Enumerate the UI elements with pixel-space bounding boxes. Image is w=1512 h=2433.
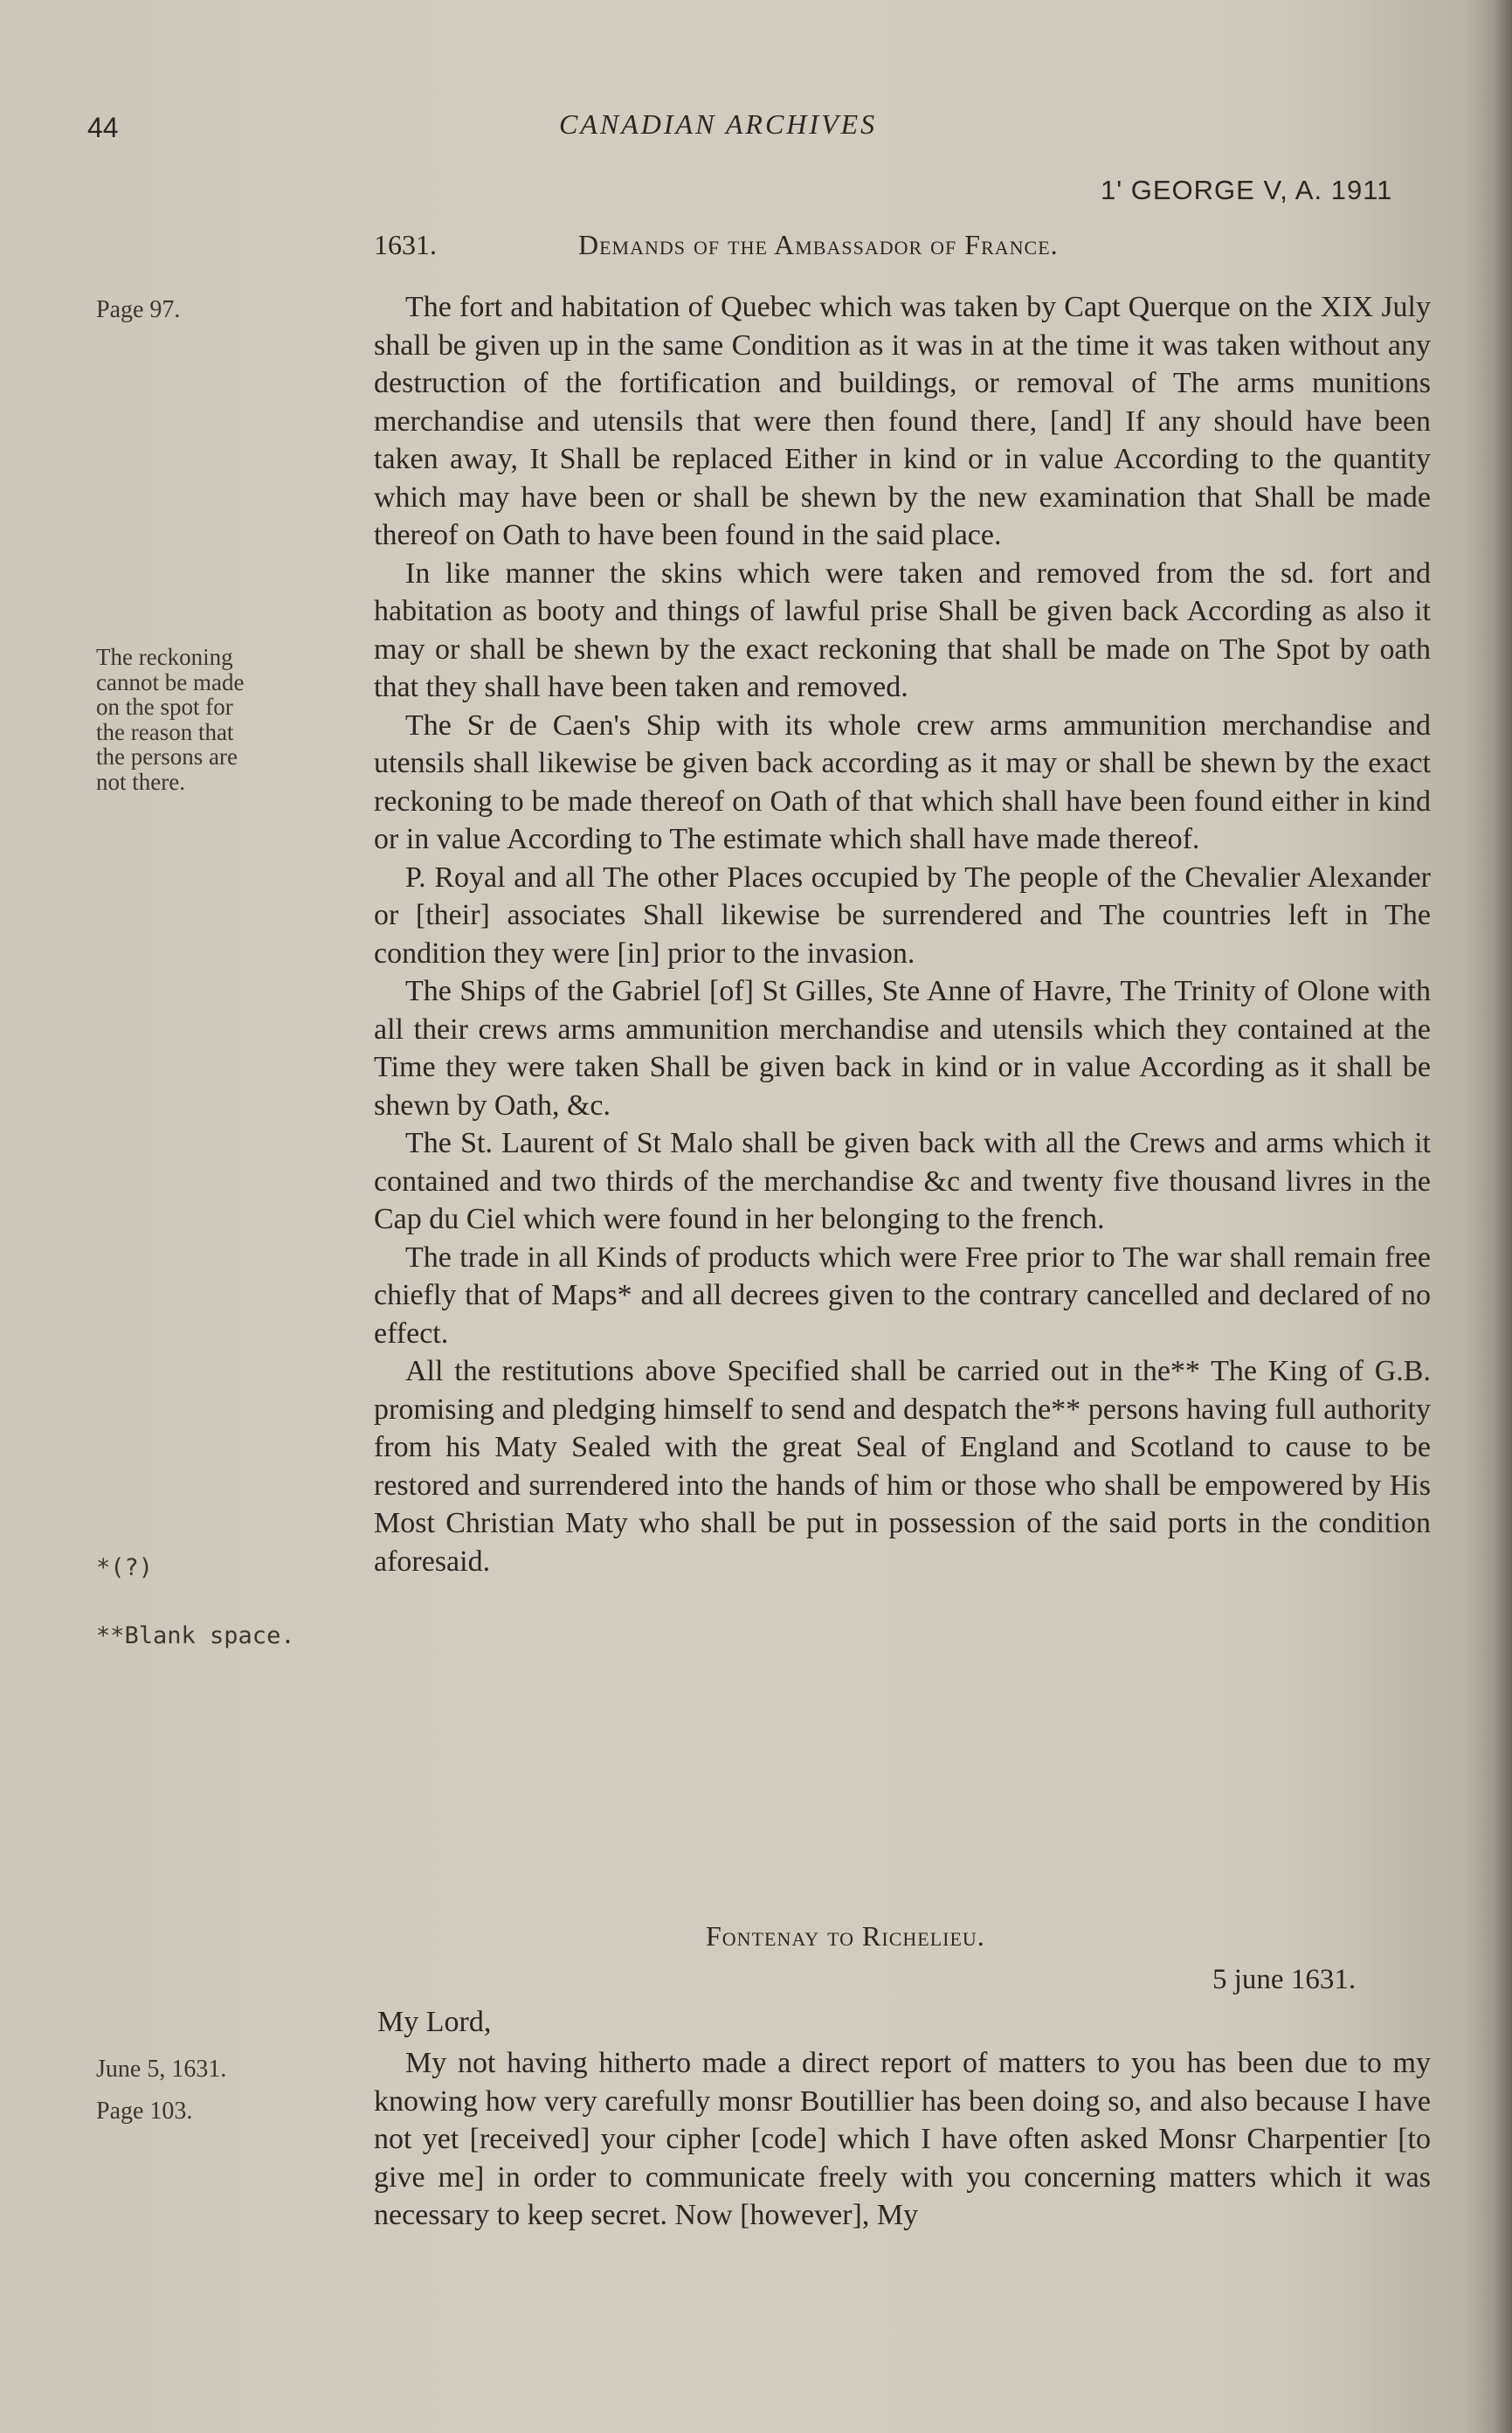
margin-reckoning-note — [96, 645, 244, 794]
letter-date: 5 june 1631. — [1212, 1964, 1357, 1995]
margin-blank-note: **Blank space. — [96, 1622, 295, 1649]
margin-letter-date: June 5, 1631. — [96, 2056, 227, 2083]
paragraph: The Sr de Caen's Ship with its whole crew arms ammunition merchandise and utensils shall likewise be given back according as it may or shall be shewn by the exact reckoning to be made thereof on Oath of that which shall have been found either in kind or in value According to The estimate which shall have made thereof. — [374, 708, 1431, 855]
margin-page-ref: Page 97. — [96, 296, 181, 323]
paragraph: The St. Laurent of St Malo shall be given back with all the Crews and arms which it contained and two thirds of the merchandise &c and twenty five thousand livres in the Cap du Ciel which were found in her belonging to the french. — [374, 1127, 1431, 1235]
margin-line: The reckoning — [96, 644, 233, 670]
document-title: Demands of the Ambassador of France. — [578, 229, 1059, 260]
paragraph: In like manner the skins which were taken and removed from the sd. fort and habitation as booty and things of lawful prise Shall be given back According as also it may or shall be shewn by the exact reckoning that shall be made on The Spot by oath that they shall have been taken and removed. — [374, 556, 1431, 703]
document-year: 1631. — [374, 229, 437, 260]
session-label: 1' GEORGE V, A. 1911 — [1101, 175, 1393, 205]
paragraph: The fort and habitation of Quebec which was taken by Capt Querque on the XIX July shall be given up in the same Condition as it was in at the time it was taken without any destruction of the fortification and buildings, or removal of The arms munitions merchandise and utensils that were then found there, [and] If any should have been taken away, It Shall be replaced Either in kind or in value According to the quantity which may have been or shall be shewn by the new examination that Shall be made thereof on Oath to have been found in the said place. — [374, 291, 1431, 551]
margin-query-note: *(?) — [96, 1554, 154, 1581]
margin-line: cannot be made — [96, 668, 245, 695]
letter-salutation: My Lord, — [377, 2006, 492, 2038]
letter-paragraph: My not having hitherto made a direct report of matters to you has been due to my knowing how very carefully monsr Boutillier has been doing so, and also because I have not yet [received] your cipher [code] which I have often asked Monsr Charpentier [to give me] in order to communicate freely with you concerning matters which it was necessary to keep secret. Now [however], My — [374, 2047, 1431, 2231]
margin-page-ref-2: Page 103. — [96, 2098, 193, 2125]
margin-line: the reason that — [96, 718, 234, 745]
margin-line: the persons are — [96, 743, 238, 770]
page-edge — [1493, 0, 1512, 2433]
letter-heading: Fontenay to Richelieu. — [706, 1920, 985, 1952]
paragraph: P. Royal and all The other Places occupied by The people of the Chevalier Alexander or [their] associates Shall likewise be surrendered and The countries left in The condition they were [in] prior to the invasion. — [374, 861, 1431, 970]
margin-line: on the spot for — [96, 694, 233, 720]
page-number: 44 — [87, 112, 119, 143]
paragraph: The Ships of the Gabriel [of] St Gilles, Ste Anne of Havre, The Trinity of Olone with all their crews arms ammunition merchandise and utensils which they contained at the Time they were taken Shall be given back in kind or in value According as it shall be shewn by Oath, &c. — [374, 975, 1431, 1122]
running-title: CANADIAN ARCHIVES — [559, 108, 878, 140]
document-body — [374, 288, 1431, 1580]
margin-line: not there. — [96, 768, 185, 795]
letter-body — [374, 2044, 1431, 2235]
paragraph: The trade in all Kinds of products which were Free prior to The war shall remain free chiefly that of Maps* and all decrees given to the contrary cancelled and declared of no effect. — [374, 1241, 1431, 1350]
paragraph: All the restitutions above Specified shall be carried out in the** The King of G.B. promising and pledging himself to send and despatch the** persons having full authority from his Maty Sealed with the great Seal of England and Scotland to cause to be restored and surrendered into the hands of him or those who shall be empowered by His Most Christian Maty who shall be put in possession of the said ports in the condition aforesaid. — [374, 1355, 1431, 1578]
